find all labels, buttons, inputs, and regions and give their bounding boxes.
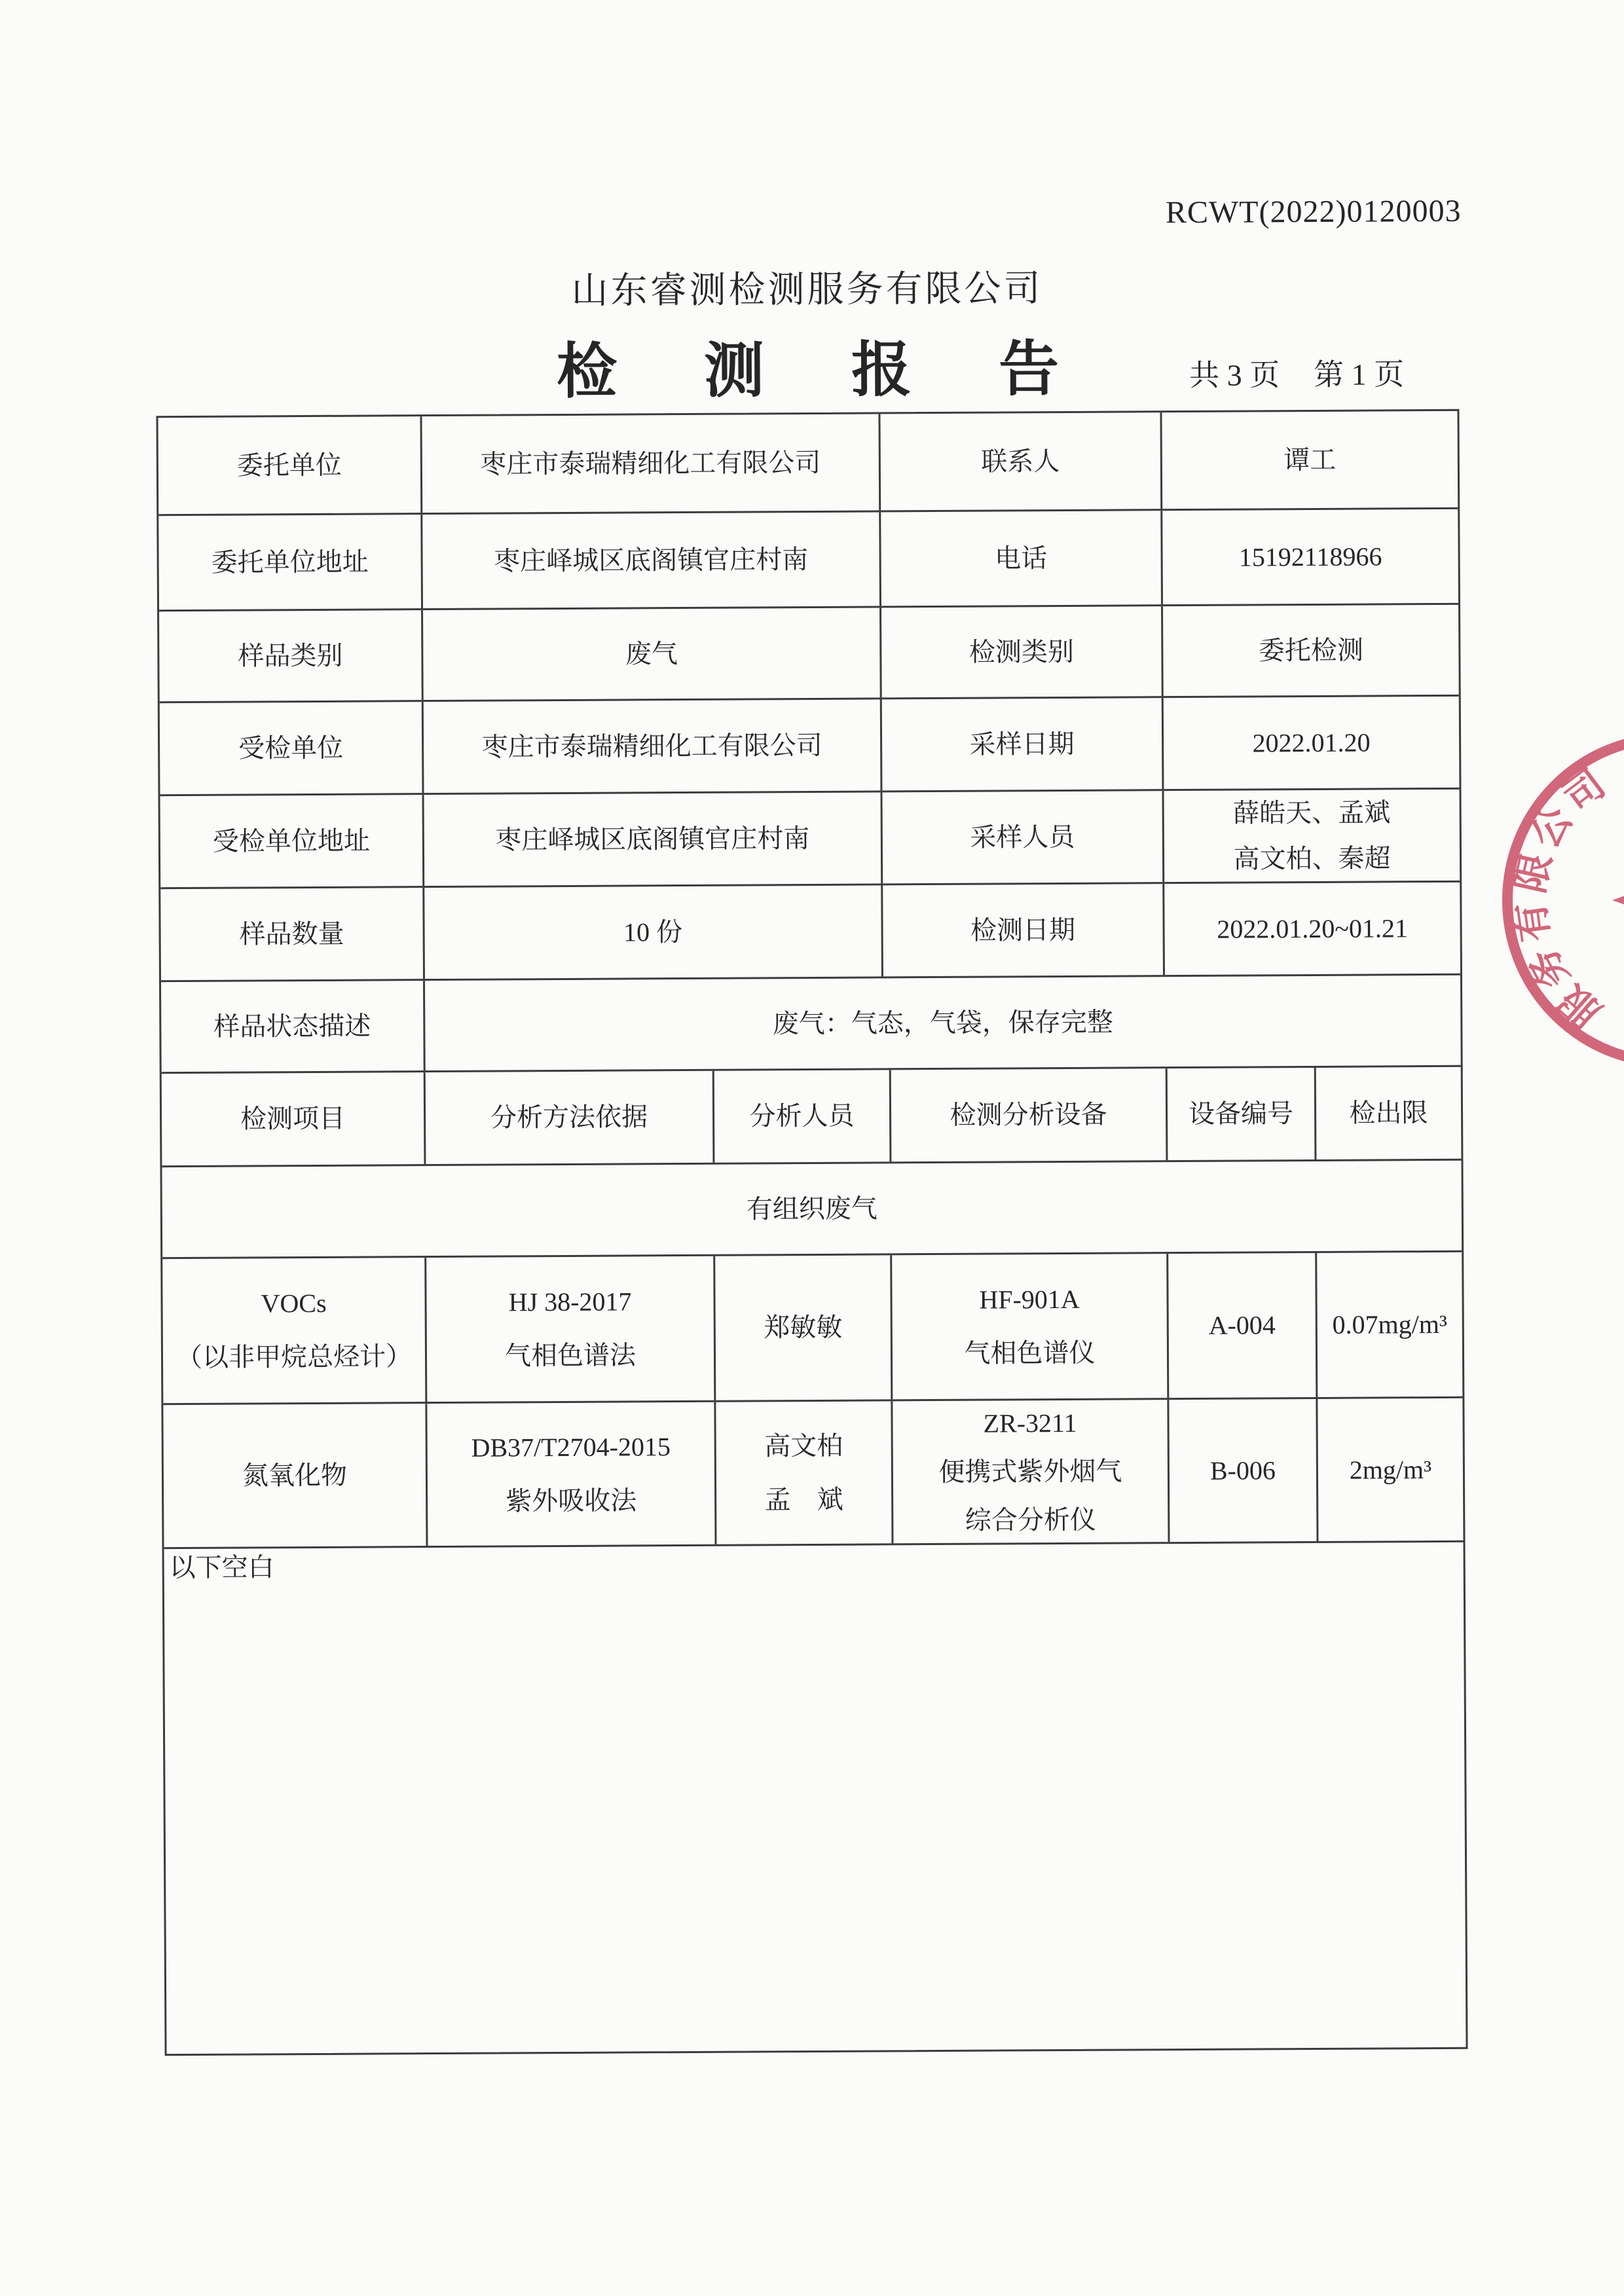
table-row-vocs — [162, 1250, 1462, 1403]
device-line: 气相色谱仪 — [964, 1338, 1096, 1368]
cell-label — [159, 610, 422, 701]
page-title: 检 测 报 告 — [556, 335, 1096, 406]
value-line: 高文柏、秦超 — [1233, 843, 1391, 874]
column-header — [424, 1071, 713, 1164]
cell-item — [163, 1404, 426, 1547]
table-row-inspected-unit — [160, 695, 1460, 794]
cell-label — [160, 888, 423, 980]
table-row-entrust-address — [158, 507, 1458, 610]
cell-device — [891, 1400, 1168, 1543]
device-line: 综合分析仪 — [965, 1504, 1096, 1535]
column-header — [1314, 1067, 1462, 1159]
table-row-blank — [164, 1540, 1466, 2054]
label-text: 检测类别 — [969, 636, 1074, 667]
analyst-line: 孟 斌 — [764, 1484, 843, 1514]
report-number: RCWT(2022)0120003 — [1165, 193, 1462, 230]
cell-section-title — [162, 1161, 1462, 1257]
cell-analyst — [713, 1255, 891, 1400]
value-text: 废气：气态，气袋，保存完整 — [772, 1007, 1113, 1038]
label-text: 样品数量 — [239, 919, 344, 949]
cell-value — [420, 414, 879, 513]
label-text: 采样人员 — [970, 822, 1075, 852]
value-text: 枣庄峄城区底阁镇官庄村南 — [494, 544, 809, 576]
cell-value — [1161, 605, 1459, 696]
value-line: 薛皓天、孟斌 — [1233, 797, 1391, 828]
detection-limit-text: 2mg/m³ — [1349, 1454, 1432, 1485]
cell-method — [425, 1402, 714, 1546]
method-line: HJ 38-2017 — [508, 1286, 632, 1317]
cell-value — [1160, 509, 1458, 604]
cell-value — [422, 885, 881, 979]
cell-blank-note — [164, 1542, 1466, 2054]
analyst-line: 高文柏 — [764, 1430, 843, 1461]
cell-detection-limit — [1316, 1398, 1463, 1541]
label-text: 联系人 — [981, 446, 1060, 477]
cell-label — [158, 515, 421, 610]
table-row-inspected-address — [160, 788, 1460, 887]
table-row-sample-count — [160, 881, 1460, 980]
page-current: 第 1 页 — [1314, 357, 1405, 392]
cell-detection-limit — [1315, 1252, 1462, 1397]
cell-label — [879, 606, 1162, 697]
value-text: 枣庄市泰瑞精细化工有限公司 — [481, 730, 822, 762]
table-row-sample-state — [161, 974, 1461, 1072]
value-text: 15192118966 — [1238, 541, 1382, 572]
table-row-nox — [163, 1396, 1463, 1547]
cell-label — [160, 702, 422, 794]
value-text: 谭工 — [1283, 445, 1337, 475]
cell-sample-state-value — [423, 975, 1461, 1070]
value-text: 枣庄市泰瑞精细化工有限公司 — [480, 447, 821, 479]
device-line: HF-901A — [979, 1284, 1080, 1315]
cell-value — [1162, 697, 1460, 789]
cell-device-no — [1166, 1253, 1316, 1398]
value-text: 枣庄峄城区底阁镇官庄村南 — [495, 823, 810, 855]
table-row-section-title — [162, 1159, 1462, 1257]
method-line: 紫外吸收法 — [506, 1485, 637, 1516]
cell-label — [879, 511, 1161, 606]
header-text: 设备编号 — [1188, 1099, 1294, 1129]
detection-limit-text: 0.07mg/m³ — [1332, 1309, 1448, 1339]
cell-analyst — [714, 1401, 891, 1544]
cell-value — [422, 699, 881, 793]
seal-arc-textpath: 服务有限公司 — [1507, 758, 1617, 1036]
label-text: 电话 — [995, 543, 1048, 574]
cell-value — [1160, 411, 1458, 509]
method-line: DB37/T2704-2015 — [471, 1431, 671, 1463]
value-text: 10 份 — [623, 917, 683, 947]
blank-note-text: 以下空白 — [169, 1552, 274, 1583]
cell-label — [161, 981, 424, 1072]
device-no-text: A-004 — [1208, 1310, 1276, 1340]
cell-device-no — [1167, 1399, 1316, 1542]
cell-label — [880, 698, 1162, 790]
page-count — [1189, 350, 1404, 395]
cell-label — [878, 412, 1160, 510]
header-text: 检测项目 — [240, 1103, 346, 1134]
value-text: 2022.01.20~01.21 — [1217, 913, 1409, 944]
label-text: 样品状态描述 — [213, 1011, 371, 1042]
device-no-text: B-006 — [1209, 1455, 1276, 1485]
cell-value — [420, 512, 879, 608]
item-line: （以非甲烷总烃计） — [175, 1341, 413, 1373]
company-name: 山东睿测检测服务有限公司 — [571, 268, 1043, 312]
cell-device — [890, 1254, 1167, 1399]
cell-value — [1162, 883, 1460, 975]
report-table — [156, 409, 1467, 2056]
device-line: 便携式紫外烟气 — [938, 1456, 1122, 1487]
header-text: 分析人员 — [749, 1101, 855, 1131]
value-text: 废气 — [625, 638, 678, 668]
table-row-entrust-unit — [158, 411, 1458, 514]
label-text: 检测日期 — [970, 915, 1076, 945]
device-line: ZR-3211 — [983, 1408, 1077, 1438]
page-total: 共 3 页 — [1189, 358, 1280, 392]
label-text: 委托单位 — [236, 450, 342, 481]
column-header — [712, 1070, 890, 1162]
header-text: 检测分析设备 — [950, 1099, 1107, 1130]
method-line: 气相色谱法 — [504, 1340, 637, 1371]
label-text: 样品类别 — [238, 640, 343, 671]
header-text: 检出限 — [1349, 1098, 1428, 1128]
cell-label — [158, 416, 420, 514]
value-text: 委托检测 — [1258, 635, 1363, 665]
table-row-method-header — [162, 1065, 1462, 1165]
analyst-line: 郑敏敏 — [764, 1312, 843, 1343]
item-line: 氮氧化物 — [242, 1460, 348, 1491]
column-header — [1166, 1068, 1315, 1160]
header-text: 分析方法依据 — [490, 1102, 648, 1133]
column-header — [162, 1072, 424, 1165]
label-text: 采样日期 — [969, 729, 1075, 759]
cell-value — [422, 792, 881, 886]
cell-value — [421, 608, 880, 700]
label-text: 受检单位 — [238, 733, 344, 763]
cell-item — [162, 1258, 425, 1403]
cell-label — [160, 795, 423, 887]
label-text: 受检单位地址 — [212, 826, 370, 856]
cell-value-sampling-staff — [1162, 790, 1460, 882]
column-header — [889, 1068, 1166, 1161]
item-line: VOCs — [261, 1288, 327, 1319]
section-title-text: 有组织废气 — [746, 1193, 877, 1224]
cell-label — [880, 791, 1162, 883]
value-text: 2022.01.20 — [1252, 727, 1371, 757]
table-row-sample-type — [159, 603, 1459, 701]
cell-label — [881, 884, 1163, 976]
label-text: 委托单位地址 — [211, 547, 369, 577]
cell-method — [424, 1256, 714, 1402]
